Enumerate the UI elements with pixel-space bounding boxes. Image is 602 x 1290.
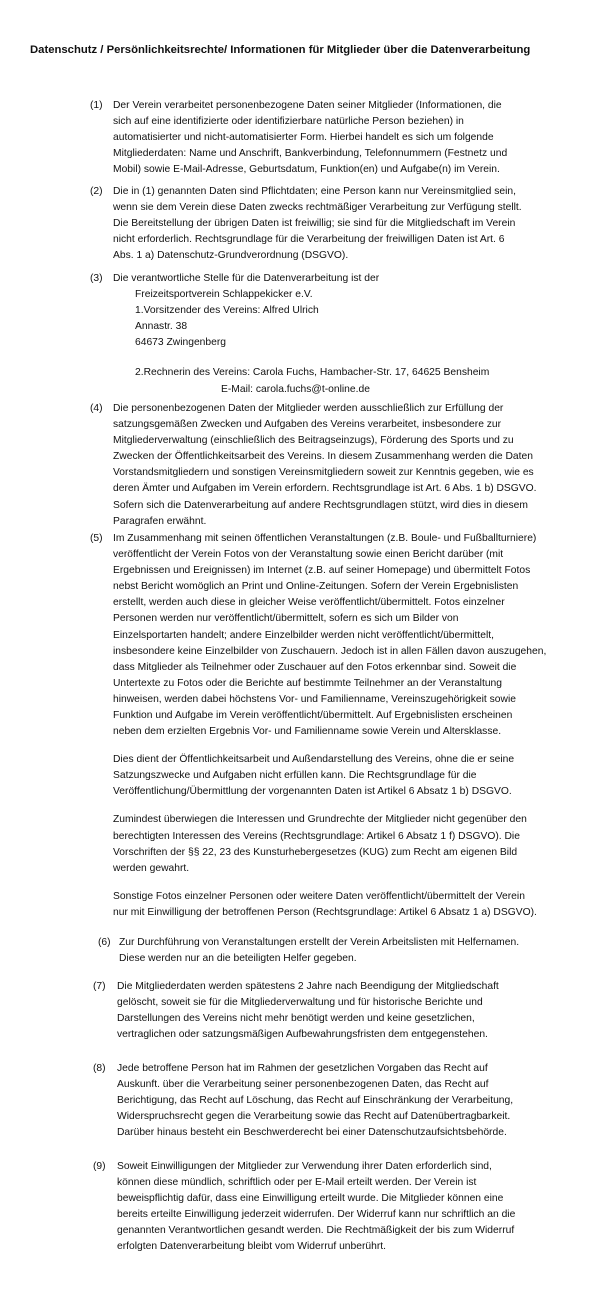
- text-line: Dies dient der Öffentlichkeitsarbeit und Außendarstellung des Vereins, ohne die er seine: [113, 754, 515, 766]
- text-line: bereits erteilte Einwilligung jederzeit widerrufen. Der Widerruf kann nur schriftlich an die: [117, 1209, 516, 1221]
- text-line: Mitgliederverwaltung (einschließlich des Beitragseinzugs), Förderung des Sports und zu: [113, 435, 514, 447]
- section-text: [117, 1061, 567, 1141]
- text-line: Einzelsportarten handelt; andere Einzelbilder werden nicht veröffentlicht/übermittelt,: [113, 629, 495, 641]
- text-line: gelöscht, soweit sie für die Mitgliederverwaltung und für historische Berichte und: [117, 997, 483, 1009]
- section-text: [117, 1159, 567, 1256]
- text-line: Funktion und Aufgabe im Verein veröffentlicht/übermittelt. Auf Ergebnislisten erscheinen: [113, 710, 513, 722]
- section-number: (7): [93, 981, 106, 992]
- text-line: Jede betroffene Person hat im Rahmen der gesetzlichen Vorgaben das Recht auf: [117, 1063, 488, 1074]
- chairman: 1.Vorsitzender des Vereins: Alfred Ulrich: [135, 305, 319, 317]
- text-line: Auskunft. über die Verarbeitung seiner personenbezogenen Daten, das Recht auf: [117, 1079, 489, 1091]
- text-line: Die in (1) genannten Daten sind Pflichtdaten; eine Person kann nur Vereinsmitglied sein,: [113, 186, 516, 197]
- text-line: erfolgten Datenverarbeitung bleibt vom Widerruf unberührt.: [117, 1241, 387, 1253]
- text-line: sich auf eine identifizierte oder identifizierbare natürliche Person beziehen) in: [113, 116, 464, 128]
- text-line: vertraglichen oder satzungsmäßigen Aufbewahrungsfristen dem entgegenstehen.: [117, 1029, 488, 1041]
- text-line: Darstellungen des Vereins nicht mehr benötigt werden und keine gesetzlichen,: [117, 1013, 475, 1025]
- text-line: Untertexte zu Fotos oder die Berichte auf bestimmte Teilnehmer an der Veranstaltung: [113, 677, 503, 689]
- text-line: satzungsgemäßen Zwecken und Aufgaben des Vereins verarbeitet, insbesondere zur: [113, 419, 502, 431]
- treasurer: 2.Rechnerin des Vereins: Carola Fuchs, Hambacher-Str. 17, 64625 Bensheim: [135, 367, 490, 379]
- text-line: Satzungszwecke und Aufgaben nicht erfüllen kann. Die Rechtsgrundlage für die: [113, 770, 477, 782]
- section-text: [113, 401, 563, 530]
- text-line: nebst Bericht womöglich an Print und Online-Zeitungen. Sofern der Verein Ergebnislisten: [113, 581, 519, 593]
- section-text: [113, 271, 563, 398]
- section-number: (2): [90, 186, 103, 197]
- section-text: [113, 98, 563, 178]
- text-line: Diese werden nur an die beteiligten Helfer gegeben.: [119, 953, 357, 965]
- section-text: [113, 184, 563, 264]
- text-line: Abs. 1 a) Datenschutz-Grundverordnung (DSGVO).: [113, 250, 349, 262]
- text-line: Zwecken der Öffentlichkeitsarbeit des Vereins. In diesem Zusammenhang werden die Daten: [113, 451, 533, 463]
- text-line: Zur Durchführung von Veranstaltungen erstellt der Verein Arbeitslisten mit Helfernamen.: [119, 937, 520, 948]
- text-line: Mitgliederdaten: Name und Anschrift, Bankverbindung, Telefonnummern (Festnetz und: [113, 148, 508, 160]
- text-line: Der Verein verarbeitet personenbezogene Daten seiner Mitglieder (Informationen, die: [113, 100, 502, 111]
- text-line: wenn sie dem Verein diese Daten zwecks rechtmäßiger Verarbeitung zur Verfügung stellt.: [113, 202, 522, 214]
- text-line: insbesondere keine Einzelbilder von Zuschauern. Jedoch ist in allen Fällen davon auszugehen,: [113, 645, 547, 657]
- text-line: Die verantwortliche Stelle für die Datenverarbeitung ist der: [113, 273, 380, 284]
- text-line: Widerspruchsrecht gegen die Verarbeitung sowie das Recht auf Datenübertragbarkeit.: [117, 1111, 511, 1123]
- text-line: Die Mitgliederdaten werden spätestens 2 Jahre nach Beendigung der Mitgliedschaft: [117, 981, 499, 992]
- section-text: [117, 979, 567, 1043]
- text-line: werden gewahrt.: [113, 862, 190, 874]
- text-line: Die Bereitstellung der übrigen Daten ist freiwillig; sie sind für die Mitgliedschaft im Verein: [113, 218, 516, 230]
- text-line: Berichtigung, das Recht auf Löschung, das Recht auf Einschränkung der Verarbeitung,: [117, 1095, 514, 1107]
- text-line: Veröffentlichung/Übermittlung der vorgenannten Daten ist Artikel 6 Absatz 1 b) DSGVO.: [113, 786, 512, 797]
- section-number: (8): [93, 1063, 106, 1074]
- text-line: Im Zusammenhang mit seinen öffentlichen Veranstaltungen (z.B. Boule- und Fußballturniere): [113, 533, 537, 544]
- text-line: genannten Verantwortlichen gesandt werden. Die Rechtmäßigkeit der bis zum Widerruf: [117, 1225, 515, 1237]
- text-line: erstellt, werden auch diese in gleicher Weise veröffentlicht/übermittelt. Fotos einzelner: [113, 597, 505, 609]
- text-line: Darüber hinaus besteht ein Beschwerderecht bei einer Datenschutzaufsichtsbehörde.: [117, 1127, 507, 1139]
- text-line: Die personenbezogenen Daten der Mitglieder werden ausschließlich zur Erfüllung der: [113, 403, 504, 414]
- section-text: [119, 935, 569, 967]
- street: Annastr. 38: [135, 321, 188, 333]
- text-line: Ergebnissen und Ereignissen) im Internet (z.B. auf seiner Homepage) und übermittelt Fotos: [113, 565, 531, 577]
- text-line: automatisierter und nicht-automatisierter Form. Hierbei handelt es sich um folgende: [113, 132, 494, 144]
- text-line: veröffentlicht der Verein Fotos von der Veranstaltung sowie einen Bericht darüber (mit: [113, 549, 504, 561]
- section-text: [113, 531, 563, 921]
- text-line: Mobil) sowie E-Mail-Adresse, Geburtsdatum, Funktion(en) und Aufgabe(n) im Verein.: [113, 164, 500, 176]
- text-line: dass Mitglieder als Teilnehmer oder Zuschauer auf den Fotos erkennbar sind. Soweit die: [113, 661, 517, 673]
- postal-city: 64673 Zwingenberg: [135, 337, 227, 349]
- section-number: (9): [93, 1161, 106, 1172]
- text-line: Vorschriften der §§ 22, 23 des Kunsturhebergesetzes (KUG) zum Recht am eigenen Bild: [113, 846, 518, 858]
- text-line: Vorstandsmitgliedern und sonstigen Vereinsmitgliedern soweit zur Kenntnis gegeben, wie es: [113, 467, 534, 479]
- text-line: hinweisen, werden dabei höchstens Vor- und Familienname, Vereinszugehörigkeit sowie: [113, 693, 516, 705]
- text-line: Sofern sich die Datenverarbeitung auf andere Rechtsgrundlagen stützt, wird dies in diesem: [113, 499, 528, 511]
- section-number: (1): [90, 100, 103, 111]
- text-line: Sonstige Fotos einzelner Personen oder weitere Daten veröffentlicht/übermittelt der Verein: [113, 890, 525, 902]
- text-line: Personen werden nur veröffentlicht/übermittelt, sofern es sich um Bilder von: [113, 613, 459, 625]
- text-line: Paragrafen erwähnt.: [113, 515, 207, 527]
- club-name: Freizeitsportverein Schlappekicker e.V.: [135, 289, 313, 301]
- section-number: (4): [90, 403, 103, 414]
- text-line: beweispflichtig dafür, dass eine Einwilligung erteilt wurde. Die Mitglieder können eine: [117, 1193, 504, 1205]
- text-line: berechtigten Interessen des Vereins (Rechtsgrundlage: Artikel 6 Absatz 1 f) DSGVO). Die: [113, 830, 520, 842]
- text-line: nur mit Einwilligung der betroffenen Person (Rechtsgrundlage: Artikel 6 Absatz 1 a) DSGVO).: [113, 906, 537, 918]
- page-title: Datenschutz / Persönlichkeitsrechte/ Informationen für Mitglieder über die Datenverarbeitung: [30, 44, 531, 56]
- section-number: (6): [98, 937, 111, 948]
- text-line: neben dem erzielten Ergebnis Vor- und Familienname sowie Verein und Altersklasse.: [113, 726, 502, 738]
- text-line: Zumindest überwiegen die Interessen und Grundrechte der Mitglieder nicht gegenüber den: [113, 814, 527, 826]
- cut-off-line: [113, 784, 563, 796]
- text-line: Soweit Einwilligungen der Mitglieder zur Verwendung ihrer Daten erforderlich sind,: [117, 1161, 492, 1172]
- treasurer-email: E-Mail: carola.fuchs@t-online.de: [221, 383, 370, 395]
- section-number: (3): [90, 273, 103, 284]
- text-line: deren Ämter und Aufgaben im Verein erfordern. Rechtsgrundlage ist Art. 6 Abs. 1 b) DSGVO.: [113, 483, 537, 495]
- section-number: (5): [90, 533, 103, 544]
- text-line: nicht erforderlich. Rechtsgrundlage für die Verarbeitung der freiwilligen Daten ist Art. 6: [113, 234, 505, 246]
- text-line: können diese mündlich, schriftlich oder per E-Mail erteilt werden. Der Verein ist: [117, 1177, 477, 1189]
